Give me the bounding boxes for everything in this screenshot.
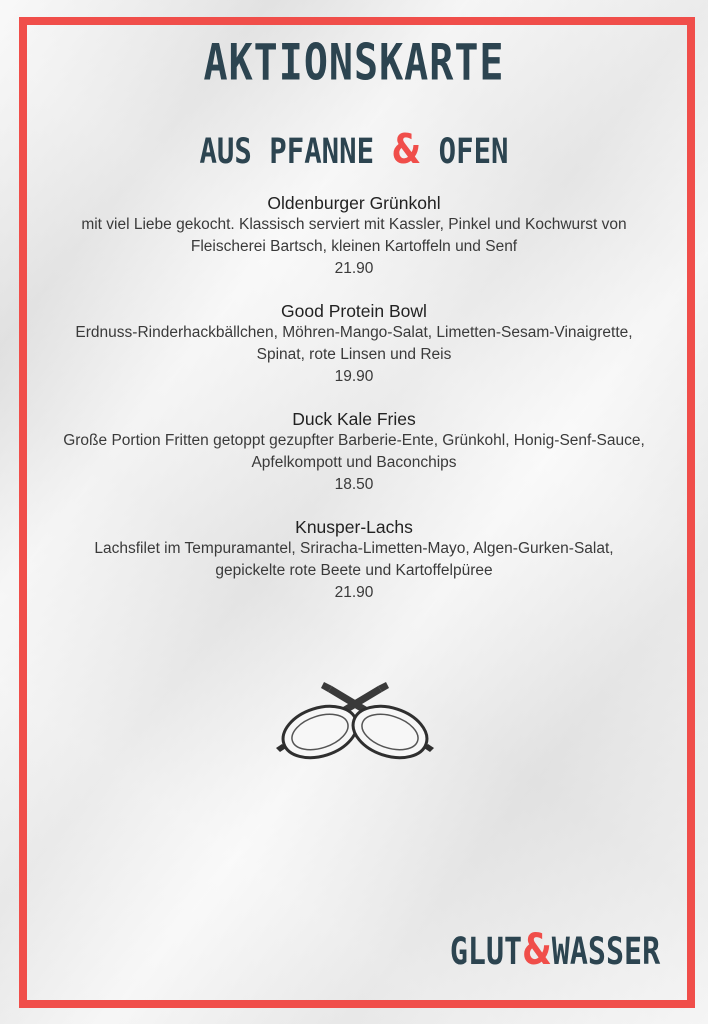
menu-item-price: 21.90 <box>334 260 374 277</box>
menu-item-description: Erdnuss-Rinderhackbällchen, Möhren-Mango-Salat, Limetten-Sesam-Vinaigrette, Spinat, rote Linsen und Reis <box>75 324 633 363</box>
menu-item-description: Lachsfilet im Tempuramantel, Sriracha-Limetten-Mayo, Algen-Gurken-Salat, gepickelte rote Beete und Kartoffelpüree <box>94 540 614 579</box>
menu-item-description: mit viel Liebe gekocht. Klassisch serviert mit Kassler, Pinkel und Kochwurst von Fleischerei Bartsch, kleinen Kartoffeln und Senf <box>81 216 627 255</box>
menu-item-price: 21.90 <box>334 584 374 601</box>
brand-logo <box>440 925 670 975</box>
menu-item-price: 18.50 <box>334 476 374 493</box>
subtitle-left: AUS PFANNE <box>199 130 375 172</box>
page-title: AKTIONSKARTE <box>203 34 505 92</box>
menu-item-name: Duck Kale Fries <box>292 409 416 429</box>
menu-item-name: Oldenburger Grünkohl <box>267 193 441 213</box>
page-subtitle <box>0 126 708 174</box>
brand-left: GLUT <box>449 930 523 974</box>
menu-item <box>60 408 648 496</box>
menu-list <box>60 192 648 624</box>
menu-item-name: Knusper-Lachs <box>295 517 413 537</box>
subtitle-ampersand: & <box>391 126 422 174</box>
brand-ampersand: & <box>522 925 552 975</box>
crossed-pans-icon <box>272 680 438 764</box>
brand-right: WASSER <box>551 930 661 974</box>
menu-item-name: Good Protein Bowl <box>281 301 427 321</box>
subtitle-right: OFEN <box>438 130 509 172</box>
menu-item-price: 19.90 <box>334 368 374 385</box>
menu-item-description: Große Portion Fritten getoppt gezupfter Barberie-Ente, Grünkohl, Honig-Senf-Sauce, Apfelkompott und Baconchips <box>63 432 645 471</box>
menu-item <box>60 516 648 604</box>
menu-item <box>60 192 648 280</box>
menu-item <box>60 300 648 388</box>
